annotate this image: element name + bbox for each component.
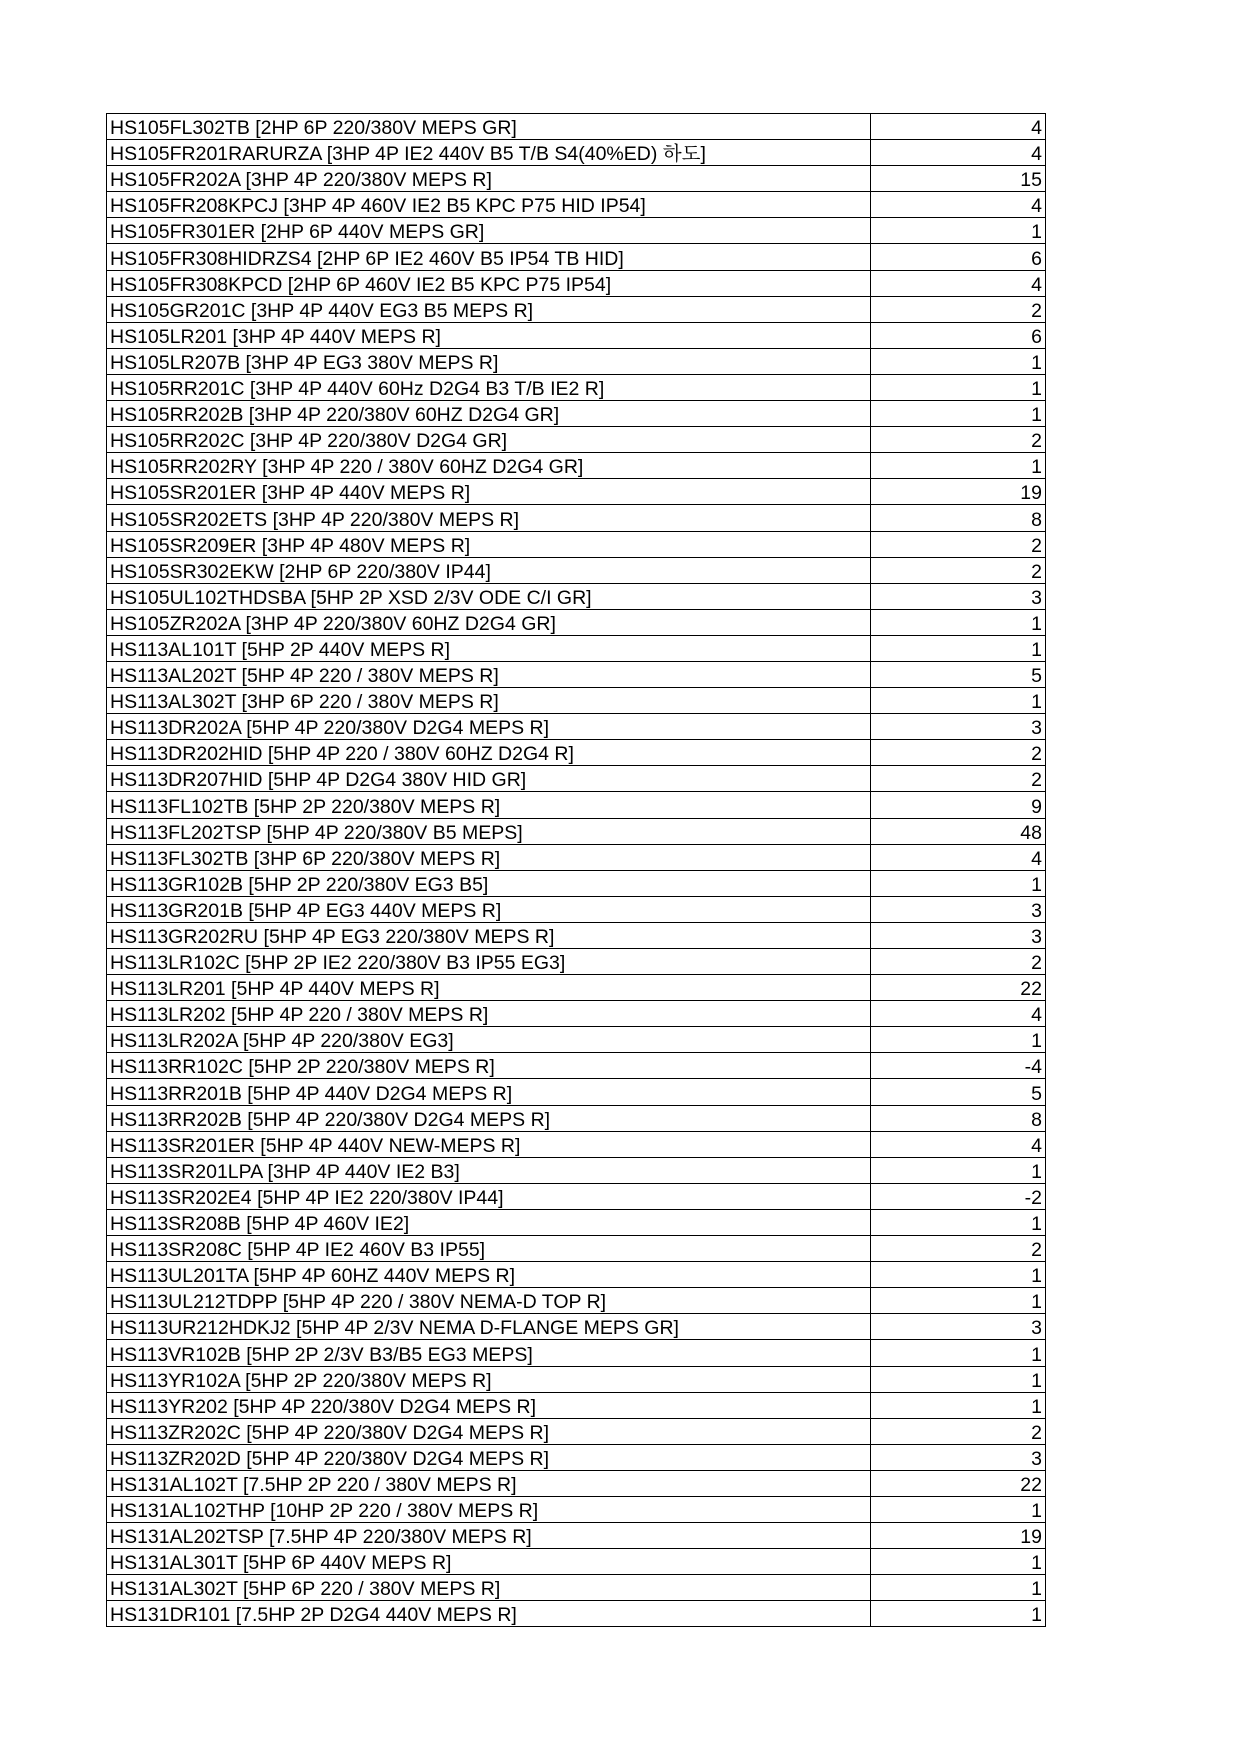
item-quantity-cell: 4 (871, 1131, 1046, 1157)
table-row (107, 140, 1046, 166)
table-row (107, 1418, 1046, 1444)
item-description-cell: HS105LR207B [3HP 4P EG3 380V MEPS R] (107, 348, 871, 374)
table-row (107, 714, 1046, 740)
item-description-cell: HS113SR201LPA [3HP 4P 440V IE2 B3] (107, 1157, 871, 1183)
table-row (107, 479, 1046, 505)
item-description-cell: HS131AL102T [7.5HP 2P 220 / 380V MEPS R] (107, 1470, 871, 1496)
item-description-cell: HS105FR201RARURZA [3HP 4P IE2 440V B5 T/B S4(40%ED) 하도] (107, 140, 871, 166)
item-description-cell: HS105ZR202A [3HP 4P 220/380V 60HZ D2G4 GR] (107, 609, 871, 635)
item-description-cell: HS131AL102THP [10HP 2P 220 / 380V MEPS R] (107, 1496, 871, 1522)
item-quantity-cell: 4 (871, 192, 1046, 218)
item-description-cell: HS105RR202RY [3HP 4P 220 / 380V 60HZ D2G4 GR] (107, 453, 871, 479)
item-description-cell: HS113RR102C [5HP 2P 220/380V MEPS R] (107, 1053, 871, 1079)
item-quantity-cell: 1 (871, 1209, 1046, 1235)
table-row (107, 166, 1046, 192)
item-description-cell: HS113RR202B [5HP 4P 220/380V D2G4 MEPS R] (107, 1105, 871, 1131)
table-row (107, 1444, 1046, 1470)
item-quantity-cell: 2 (871, 1418, 1046, 1444)
table-row (107, 766, 1046, 792)
item-quantity-cell: 2 (871, 427, 1046, 453)
table-row (107, 818, 1046, 844)
table-row (107, 531, 1046, 557)
item-description-cell: HS105SR209ER [3HP 4P 480V MEPS R] (107, 531, 871, 557)
table-row (107, 975, 1046, 1001)
item-description-cell: HS113AL101T [5HP 2P 440V MEPS R] (107, 635, 871, 661)
table-row (107, 427, 1046, 453)
item-quantity-cell: 15 (871, 166, 1046, 192)
item-quantity-cell: 3 (871, 896, 1046, 922)
item-description-cell: HS131AL202TSP [7.5HP 4P 220/380V MEPS R] (107, 1523, 871, 1549)
table-row (107, 557, 1046, 583)
table-row (107, 1027, 1046, 1053)
item-description-cell: HS105RR201C [3HP 4P 440V 60Hz D2G4 B3 T/B IE2 R] (107, 374, 871, 400)
item-quantity-cell: 4 (871, 1001, 1046, 1027)
table-row (107, 1340, 1046, 1366)
item-quantity-cell: -2 (871, 1183, 1046, 1209)
table-row (107, 296, 1046, 322)
item-description-cell: HS105FR301ER [2HP 6P 440V MEPS GR] (107, 218, 871, 244)
inventory-table-body (107, 114, 1046, 1627)
item-description-cell: HS131AL302T [5HP 6P 220 / 380V MEPS R] (107, 1575, 871, 1601)
item-description-cell: HS105SR302EKW [2HP 6P 220/380V IP44] (107, 557, 871, 583)
table-row (107, 1392, 1046, 1418)
item-quantity-cell: 2 (871, 766, 1046, 792)
item-quantity-cell: 3 (871, 1314, 1046, 1340)
table-row (107, 896, 1046, 922)
item-description-cell: HS113UL212TDPP [5HP 4P 220 / 380V NEMA-D TOP R] (107, 1288, 871, 1314)
item-quantity-cell: 8 (871, 505, 1046, 531)
item-description-cell: HS113SR208B [5HP 4P 460V IE2] (107, 1209, 871, 1235)
item-description-cell: HS113SR201ER [5HP 4P 440V NEW-MEPS R] (107, 1131, 871, 1157)
item-quantity-cell: 2 (871, 949, 1046, 975)
item-description-cell: HS113LR202 [5HP 4P 220 / 380V MEPS R] (107, 1001, 871, 1027)
table-row (107, 609, 1046, 635)
item-description-cell: HS113SR208C [5HP 4P IE2 460V B3 IP55] (107, 1236, 871, 1262)
item-description-cell: HS113ZR202C [5HP 4P 220/380V D2G4 MEPS R] (107, 1418, 871, 1444)
item-description-cell: HS113GR202RU [5HP 4P EG3 220/380V MEPS R] (107, 922, 871, 948)
item-quantity-cell: 19 (871, 479, 1046, 505)
item-quantity-cell: 5 (871, 1079, 1046, 1105)
table-row (107, 453, 1046, 479)
item-description-cell: HS113UL201TA [5HP 4P 60HZ 440V MEPS R] (107, 1262, 871, 1288)
table-row (107, 1314, 1046, 1340)
item-quantity-cell: 1 (871, 1340, 1046, 1366)
table-row (107, 1236, 1046, 1262)
item-description-cell: HS113DR202A [5HP 4P 220/380V D2G4 MEPS R] (107, 714, 871, 740)
item-description-cell: HS113GR201B [5HP 4P EG3 440V MEPS R] (107, 896, 871, 922)
item-quantity-cell: 4 (871, 140, 1046, 166)
table-row (107, 114, 1046, 140)
item-quantity-cell: 3 (871, 714, 1046, 740)
item-quantity-cell: 1 (871, 870, 1046, 896)
item-description-cell: HS113FL202TSP [5HP 4P 220/380V B5 MEPS] (107, 818, 871, 844)
item-quantity-cell: 2 (871, 296, 1046, 322)
item-description-cell: HS113ZR202D [5HP 4P 220/380V D2G4 MEPS R] (107, 1444, 871, 1470)
table-row (107, 374, 1046, 400)
item-quantity-cell: 19 (871, 1523, 1046, 1549)
item-quantity-cell: 22 (871, 975, 1046, 1001)
table-row (107, 688, 1046, 714)
item-description-cell: HS113FL102TB [5HP 2P 220/380V MEPS R] (107, 792, 871, 818)
item-description-cell: HS105RR202C [3HP 4P 220/380V D2G4 GR] (107, 427, 871, 453)
table-row (107, 218, 1046, 244)
table-row (107, 661, 1046, 687)
table-row (107, 1053, 1046, 1079)
item-description-cell: HS113DR207HID [5HP 4P D2G4 380V HID GR] (107, 766, 871, 792)
table-row (107, 192, 1046, 218)
table-row (107, 1366, 1046, 1392)
table-row (107, 870, 1046, 896)
item-description-cell: HS113AL202T [5HP 4P 220 / 380V MEPS R] (107, 661, 871, 687)
item-quantity-cell: 2 (871, 740, 1046, 766)
table-row (107, 1549, 1046, 1575)
item-description-cell: HS113LR202A [5HP 4P 220/380V EG3] (107, 1027, 871, 1053)
table-row (107, 244, 1046, 270)
item-description-cell: HS131DR101 [7.5HP 2P D2G4 440V MEPS R] (107, 1601, 871, 1627)
item-quantity-cell: 3 (871, 1444, 1046, 1470)
table-row (107, 1209, 1046, 1235)
table-row (107, 583, 1046, 609)
item-description-cell: HS113YR102A [5HP 2P 220/380V MEPS R] (107, 1366, 871, 1392)
item-quantity-cell: 22 (871, 1470, 1046, 1496)
item-description-cell: HS105FL302TB [2HP 6P 220/380V MEPS GR] (107, 114, 871, 140)
item-quantity-cell: 1 (871, 1288, 1046, 1314)
table-row (107, 1183, 1046, 1209)
item-quantity-cell: 3 (871, 922, 1046, 948)
item-description-cell: HS105FR208KPCJ [3HP 4P 460V IE2 B5 KPC P75 HID IP54] (107, 192, 871, 218)
item-quantity-cell: 1 (871, 1601, 1046, 1627)
item-quantity-cell: 48 (871, 818, 1046, 844)
item-description-cell: HS105GR201C [3HP 4P 440V EG3 B5 MEPS R] (107, 296, 871, 322)
table-row (107, 1470, 1046, 1496)
item-description-cell: HS113LR201 [5HP 4P 440V MEPS R] (107, 975, 871, 1001)
item-description-cell: HS113YR202 [5HP 4P 220/380V D2G4 MEPS R] (107, 1392, 871, 1418)
item-description-cell: HS105SR201ER [3HP 4P 440V MEPS R] (107, 479, 871, 505)
item-quantity-cell: 4 (871, 844, 1046, 870)
item-quantity-cell: 1 (871, 453, 1046, 479)
item-description-cell: HS113LR102C [5HP 2P IE2 220/380V B3 IP55 EG3] (107, 949, 871, 975)
item-description-cell: HS105RR202B [3HP 4P 220/380V 60HZ D2G4 GR] (107, 401, 871, 427)
table-row (107, 949, 1046, 975)
item-description-cell: HS131AL301T [5HP 6P 440V MEPS R] (107, 1549, 871, 1575)
table-row (107, 1001, 1046, 1027)
item-quantity-cell: 4 (871, 114, 1046, 140)
item-description-cell: HS113SR202E4 [5HP 4P IE2 220/380V IP44] (107, 1183, 871, 1209)
item-description-cell: HS105FR202A [3HP 4P 220/380V MEPS R] (107, 166, 871, 192)
item-quantity-cell: 2 (871, 557, 1046, 583)
table-row (107, 922, 1046, 948)
table-row (107, 635, 1046, 661)
item-quantity-cell: 1 (871, 1496, 1046, 1522)
item-description-cell: HS113FL302TB [3HP 6P 220/380V MEPS R] (107, 844, 871, 870)
table-row (107, 792, 1046, 818)
item-quantity-cell: 4 (871, 270, 1046, 296)
table-row (107, 1601, 1046, 1627)
table-row (107, 1157, 1046, 1183)
item-quantity-cell: 1 (871, 401, 1046, 427)
item-quantity-cell: 1 (871, 218, 1046, 244)
item-description-cell: HS105FR308KPCD [2HP 6P 460V IE2 B5 KPC P75 IP54] (107, 270, 871, 296)
item-quantity-cell: 1 (871, 1392, 1046, 1418)
item-description-cell: HS105UL102THDSBA [5HP 2P XSD 2/3V ODE C/I GR] (107, 583, 871, 609)
item-quantity-cell: 1 (871, 1157, 1046, 1183)
item-quantity-cell: -4 (871, 1053, 1046, 1079)
table-row (107, 1105, 1046, 1131)
item-quantity-cell: 2 (871, 1236, 1046, 1262)
item-description-cell: HS113GR102B [5HP 2P 220/380V EG3 B5] (107, 870, 871, 896)
table-row (107, 270, 1046, 296)
table-row (107, 348, 1046, 374)
item-quantity-cell: 1 (871, 1549, 1046, 1575)
item-quantity-cell: 6 (871, 244, 1046, 270)
table-row (107, 1523, 1046, 1549)
item-quantity-cell: 8 (871, 1105, 1046, 1131)
table-row (107, 1079, 1046, 1105)
item-quantity-cell: 6 (871, 322, 1046, 348)
inventory-table (106, 113, 1046, 1627)
item-quantity-cell: 5 (871, 661, 1046, 687)
item-description-cell: HS113UR212HDKJ2 [5HP 4P 2/3V NEMA D-FLANGE MEPS GR] (107, 1314, 871, 1340)
item-quantity-cell: 1 (871, 1027, 1046, 1053)
table-row (107, 1496, 1046, 1522)
table-row (107, 844, 1046, 870)
item-description-cell: HS113DR202HID [5HP 4P 220 / 380V 60HZ D2G4 R] (107, 740, 871, 766)
item-quantity-cell: 3 (871, 583, 1046, 609)
item-description-cell: HS105FR308HIDRZS4 [2HP 6P IE2 460V B5 IP54 TB HID] (107, 244, 871, 270)
table-row (107, 1575, 1046, 1601)
item-quantity-cell: 1 (871, 688, 1046, 714)
item-quantity-cell: 9 (871, 792, 1046, 818)
item-quantity-cell: 1 (871, 374, 1046, 400)
table-row (107, 1131, 1046, 1157)
item-description-cell: HS105SR202ETS [3HP 4P 220/380V MEPS R] (107, 505, 871, 531)
item-description-cell: HS113AL302T [3HP 6P 220 / 380V MEPS R] (107, 688, 871, 714)
table-row (107, 322, 1046, 348)
item-quantity-cell: 1 (871, 609, 1046, 635)
item-quantity-cell: 1 (871, 1366, 1046, 1392)
table-row (107, 401, 1046, 427)
item-description-cell: HS113VR102B [5HP 2P 2/3V B3/B5 EG3 MEPS] (107, 1340, 871, 1366)
item-quantity-cell: 1 (871, 635, 1046, 661)
table-row (107, 1288, 1046, 1314)
item-quantity-cell: 1 (871, 348, 1046, 374)
item-description-cell: HS105LR201 [3HP 4P 440V MEPS R] (107, 322, 871, 348)
table-row (107, 505, 1046, 531)
item-description-cell: HS113RR201B [5HP 4P 440V D2G4 MEPS R] (107, 1079, 871, 1105)
item-quantity-cell: 1 (871, 1262, 1046, 1288)
item-quantity-cell: 2 (871, 531, 1046, 557)
table-row (107, 1262, 1046, 1288)
item-quantity-cell: 1 (871, 1575, 1046, 1601)
table-row (107, 740, 1046, 766)
